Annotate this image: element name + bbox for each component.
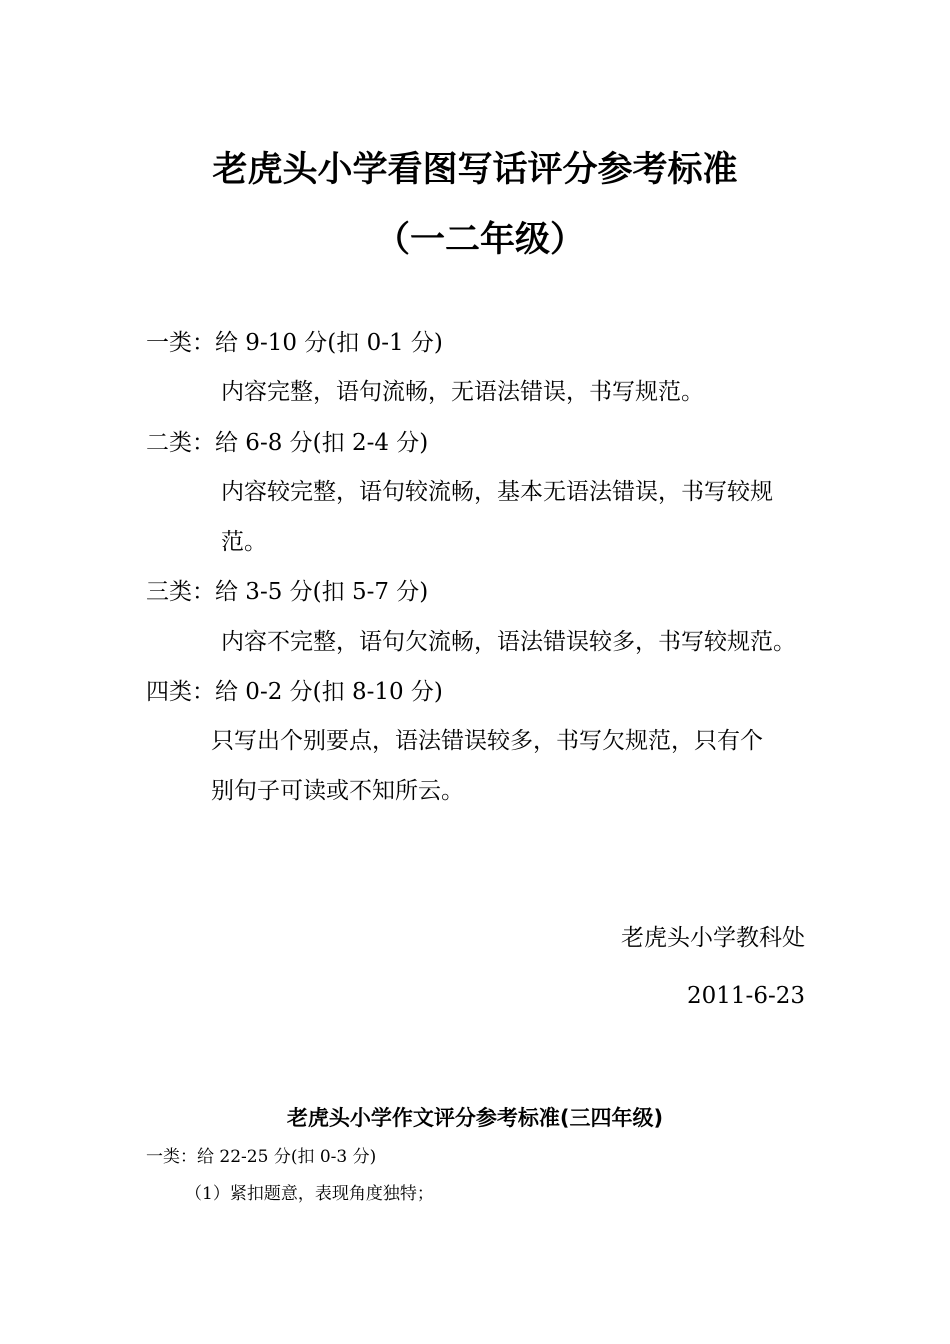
category-2-description-line-2: 范。 xyxy=(221,529,267,555)
section-item-1: （1）紧扣题意，表现角度独特； xyxy=(185,1184,434,1204)
section-category-1-heading: 一类：给 22-25 分(扣 0-3 分) xyxy=(146,1147,377,1167)
category-2-description-line-1: 内容较完整，语句较流畅，基本无语法错误，书写较规 xyxy=(221,479,773,505)
category-3-heading: 三类：给 3-5 分(扣 5-7 分) xyxy=(146,579,429,605)
signature: 老虎头小学教科处 xyxy=(621,925,805,951)
category-1-description: 内容完整，语句流畅，无语法错误，书写规范。 xyxy=(221,379,704,405)
category-2-heading: 二类：给 6-8 分(扣 2-4 分) xyxy=(146,430,429,456)
category-4-description-line-2: 别句子可读或不知所云。 xyxy=(211,778,464,804)
page-subtitle: （一二年级） xyxy=(374,220,585,260)
section-title: 老虎头小学作文评分参考标准(三四年级) xyxy=(286,1106,664,1130)
category-4-description-line-1: 只写出个别要点，语法错误较多，书写欠规范，只有个 xyxy=(211,728,763,754)
date: 2011-6-23 xyxy=(687,983,805,1009)
category-1-heading: 一类：给 9-10 分(扣 0-1 分) xyxy=(146,330,443,356)
category-3-description: 内容不完整，语句欠流畅，语法错误较多，书写较规范。 xyxy=(221,629,796,655)
page-title: 老虎头小学看图写话评分参考标准 xyxy=(212,150,738,190)
category-4-heading: 四类：给 0-2 分(扣 8-10 分) xyxy=(146,679,443,705)
